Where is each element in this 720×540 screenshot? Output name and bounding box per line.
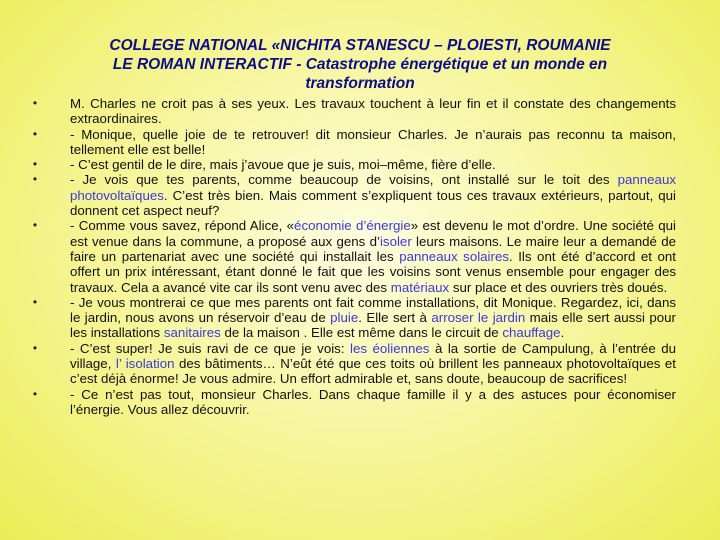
- title-line-3: transformation: [305, 75, 415, 92]
- paragraph-text: - Monique, quelle joie de te retrouver! dit monsieur Charles. Je n’aurais pas reconnu ta maison, tellement elle est belle!: [70, 126, 676, 157]
- paragraph-text: . Elle sert à: [358, 310, 432, 326]
- bullet-icon: •: [32, 340, 38, 355]
- highlighted-term: panneaux photovoltaïques: [70, 172, 676, 203]
- highlighted-term: panneaux solaires: [399, 248, 509, 264]
- paragraph-text: . C’est très bien. Mais comment s’expliquent tous ces travaux extérieurs, partout, qui donnent cet aspect neuf?: [70, 187, 676, 219]
- highlighted-term: pluie: [330, 310, 359, 326]
- paragraph-text: .: [560, 325, 565, 341]
- paragraph-text: » est devenu le mot d’ordre. Une société qui est venue dans la commune, a proposé aux gens d’: [70, 218, 676, 249]
- paragraph-6: [28, 295, 676, 341]
- bullet-icon: •: [32, 96, 38, 110]
- paragraph-text: - Je vois que tes parents, comme beaucoup de voisins, ont installé sur le toit des: [70, 172, 618, 188]
- paragraph-3: [28, 157, 676, 172]
- paragraph-text: à la sortie de Campulung, à l’entrée du village,: [70, 340, 677, 372]
- paragraph-4: [28, 172, 676, 218]
- highlighted-term: l’ isolation: [115, 356, 175, 372]
- highlighted-term: isoler: [379, 233, 412, 249]
- paragraph-text: - Je vous montrerai ce que mes parents ont fait comme installations, dit Monique. Regardez, ici, dans le jardin, nous avons un réservoir d’eau de: [70, 294, 676, 326]
- highlighted-term: matériaux: [390, 279, 450, 295]
- bullet-icon: •: [32, 157, 38, 172]
- bullet-icon: •: [32, 218, 38, 233]
- paragraph-5: [28, 218, 676, 294]
- bullet-icon: •: [32, 386, 38, 401]
- bullet-icon: •: [32, 172, 38, 187]
- dialogue-list: [28, 96, 676, 417]
- bullet-icon: •: [32, 126, 38, 141]
- paragraph-text: des bâtiments… N’eût été que ces toits où brillent les panneaux photovoltaïques et c’est déjà énorme! Je vous admire. Un effort admirable et, sans doute, beaucoup de sacrifices!: [70, 356, 676, 387]
- title-line-1: COLLEGE NATIONAL «NICHITA STANESCU – PLOIESTI, ROUMANIE: [109, 37, 611, 54]
- highlighted-term: sanitaires: [163, 325, 221, 341]
- highlighted-term: chauffage: [502, 325, 561, 341]
- highlighted-term: économie d’énergie: [294, 218, 411, 234]
- paragraph-1: [28, 96, 676, 127]
- bullet-icon: •: [32, 294, 38, 309]
- paragraph-7: [28, 341, 676, 387]
- paragraph-text: leurs maisons. Le maire leur a demandé de faire un partenariat avec une société qui installait les: [70, 233, 676, 264]
- highlighted-term: les éoliennes: [350, 340, 430, 356]
- title-line-2: LE ROMAN INTERACTIF - Catastrophe énergétique et un monde en: [112, 56, 608, 73]
- paragraph-text: sur place et des ouvriers très doués.: [449, 279, 668, 295]
- paragraph-text: - Ce n’est pas tout, monsieur Charles. Dans chaque famille il y a des astuces pour économiser l’énergie. Vous allez découvrir.: [70, 386, 676, 417]
- paragraph-text: mais elle sert aussi pour les installations: [70, 310, 676, 341]
- slide-title: [30, 36, 690, 93]
- paragraph-text: - C’est super! Je suis ravi de ce que je vois:: [70, 340, 351, 356]
- paragraph-text: - Comme vous savez, répond Alice, «: [70, 218, 295, 234]
- paragraph-text: de la maison . Elle est même dans le circuit de: [220, 325, 503, 341]
- paragraph-text: - C’est gentil de le dire, mais j’avoue que je suis, moi–même, fière d’elle.: [70, 157, 496, 173]
- paragraph-text: M. Charles ne croit pas à ses yeux. Les travaux touchent à leur fin et il constate des changements extraordinaires.: [70, 96, 676, 127]
- paragraph-2: [28, 127, 676, 158]
- highlighted-term: arroser le jardin: [431, 310, 526, 326]
- paragraph-8: [28, 387, 676, 418]
- paragraph-text: . Ils ont été d’accord et ont offert un prix intéressant, étant donné le fait que les voisins sont venus ensemble pour engager des travaux. Cela a avancé vite car ils sont venu avec des: [70, 248, 676, 295]
